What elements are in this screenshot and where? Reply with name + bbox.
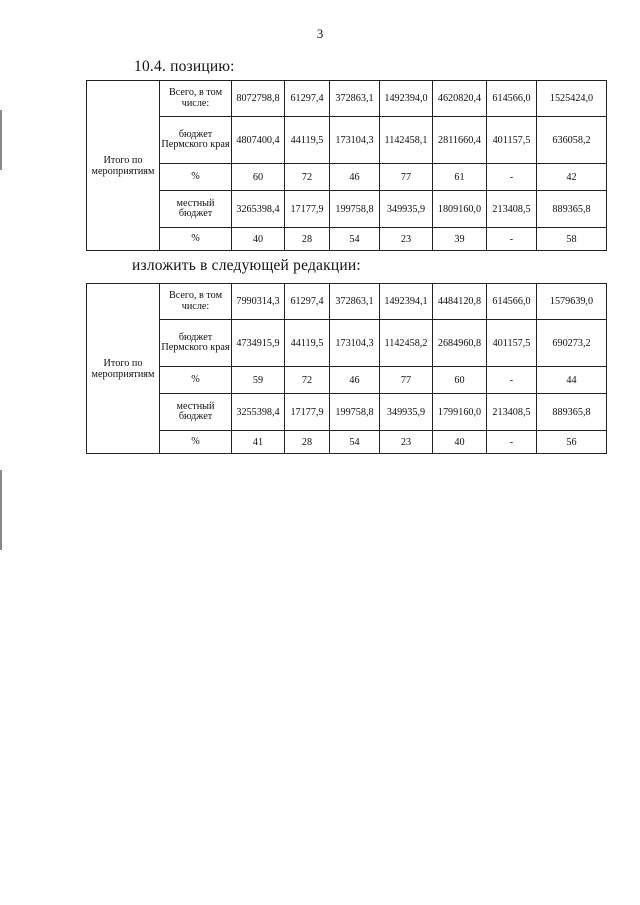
table-cell: 4807400,4 bbox=[232, 117, 285, 164]
table-row bbox=[87, 81, 607, 117]
table-cell: 372863,1 bbox=[330, 81, 380, 117]
table-cell: 213408,5 bbox=[487, 394, 537, 431]
row-label: бюджет Пермского края bbox=[160, 117, 232, 164]
table-row bbox=[87, 228, 607, 251]
table-cell: 60 bbox=[433, 367, 487, 394]
table-cell: 349935,9 bbox=[380, 394, 433, 431]
page-number: 3 bbox=[316, 26, 324, 41]
table-cell: 173104,3 bbox=[330, 117, 380, 164]
table-cell: 17177,9 bbox=[285, 394, 330, 431]
table-cell: 58 bbox=[537, 228, 607, 251]
table-cell: 199758,8 bbox=[330, 191, 380, 228]
table-cell: 56 bbox=[537, 431, 607, 454]
table-cell: 17177,9 bbox=[285, 191, 330, 228]
table-cell: 401157,5 bbox=[487, 320, 537, 367]
table-cell: 28 bbox=[285, 228, 330, 251]
table-cell: 44 bbox=[537, 367, 607, 394]
row-label: бюджет Пермского края bbox=[160, 320, 232, 367]
table-row bbox=[87, 320, 607, 367]
table-cell: 4734915,9 bbox=[232, 320, 285, 367]
table-cell: 213408,5 bbox=[487, 191, 537, 228]
table-cell: 4484120,8 bbox=[433, 284, 487, 320]
table-cell: 77 bbox=[380, 164, 433, 191]
table-cell: 46 bbox=[330, 367, 380, 394]
table-cell: 28 bbox=[285, 431, 330, 454]
table-cell: 61 bbox=[433, 164, 487, 191]
group-label: Итого по мероприятиям bbox=[91, 154, 155, 177]
table-cell: 60 bbox=[232, 164, 285, 191]
table-row bbox=[87, 367, 607, 394]
table-cell: 1579639,0 bbox=[537, 284, 607, 320]
table-cell: 401157,5 bbox=[487, 117, 537, 164]
scan-edge-mark bbox=[0, 110, 2, 170]
table-cell: 636058,2 bbox=[537, 117, 607, 164]
group-label-cell bbox=[87, 284, 160, 454]
row-label: местный бюджет bbox=[160, 191, 232, 228]
table-cell: 1142458,1 bbox=[380, 117, 433, 164]
table-cell: 61297,4 bbox=[285, 81, 330, 117]
table-cell: 690273,2 bbox=[537, 320, 607, 367]
table-cell: 72 bbox=[285, 367, 330, 394]
table-cell: 372863,1 bbox=[330, 284, 380, 320]
table-cell: 54 bbox=[330, 228, 380, 251]
table-row bbox=[87, 431, 607, 454]
table-cell: 42 bbox=[537, 164, 607, 191]
table-cell: 40 bbox=[232, 228, 285, 251]
table-cell: 41 bbox=[232, 431, 285, 454]
row-label: Всего, в том числе: bbox=[160, 284, 232, 320]
row-label: Всего, в том числе: bbox=[160, 81, 232, 117]
table-cell: 1492394,0 bbox=[380, 81, 433, 117]
table-cell: 1492394,1 bbox=[380, 284, 433, 320]
table-cell: 349935,9 bbox=[380, 191, 433, 228]
row-label: % bbox=[160, 228, 232, 251]
table-cell: 889365,8 bbox=[537, 191, 607, 228]
table-cell: 1525424,0 bbox=[537, 81, 607, 117]
table-cell: 2684960,8 bbox=[433, 320, 487, 367]
original-position-table bbox=[86, 80, 607, 251]
table-cell: 889365,8 bbox=[537, 394, 607, 431]
table-cell: 77 bbox=[380, 367, 433, 394]
table-cell: 1809160,0 bbox=[433, 191, 487, 228]
table-cell: 40 bbox=[433, 431, 487, 454]
table-cell: 4620820,4 bbox=[433, 81, 487, 117]
row-label: % bbox=[160, 164, 232, 191]
table-cell: 3255398,4 bbox=[232, 394, 285, 431]
table-cell: 1799160,0 bbox=[433, 394, 487, 431]
table-row bbox=[87, 117, 607, 164]
table-cell: 173104,3 bbox=[330, 320, 380, 367]
table-cell: 8072798,8 bbox=[232, 81, 285, 117]
table-row bbox=[87, 284, 607, 320]
table-cell: 23 bbox=[380, 228, 433, 251]
table-cell: 54 bbox=[330, 431, 380, 454]
table-row bbox=[87, 394, 607, 431]
table-cell: 23 bbox=[380, 431, 433, 454]
table-cell: 614566,0 bbox=[487, 81, 537, 117]
row-label: % bbox=[160, 431, 232, 454]
table-cell: 59 bbox=[232, 367, 285, 394]
table-cell: 614566,0 bbox=[487, 284, 537, 320]
table-cell: 199758,8 bbox=[330, 394, 380, 431]
group-label: Итого по мероприятиям bbox=[91, 357, 155, 380]
table-cell: 7990314,3 bbox=[232, 284, 285, 320]
table-cell: - bbox=[487, 431, 537, 454]
row-label: местный бюджет bbox=[160, 394, 232, 431]
section-heading-revised: изложить в следующей редакции: bbox=[132, 257, 361, 274]
table-cell: 44119,5 bbox=[285, 117, 330, 164]
table-cell: 39 bbox=[433, 228, 487, 251]
table-cell: 1142458,2 bbox=[380, 320, 433, 367]
section-heading-original: 10.4. позицию: bbox=[134, 58, 235, 75]
table-cell: - bbox=[487, 164, 537, 191]
table-cell: 72 bbox=[285, 164, 330, 191]
table-row bbox=[87, 191, 607, 228]
revised-position-table bbox=[86, 283, 607, 454]
table-cell: 44119,5 bbox=[285, 320, 330, 367]
row-label: % bbox=[160, 367, 232, 394]
table-cell: 2811660,4 bbox=[433, 117, 487, 164]
table-cell: 3265398,4 bbox=[232, 191, 285, 228]
table-cell: 61297,4 bbox=[285, 284, 330, 320]
table-row bbox=[87, 164, 607, 191]
table-cell: - bbox=[487, 367, 537, 394]
group-label-cell bbox=[87, 81, 160, 251]
table-cell: - bbox=[487, 228, 537, 251]
scan-edge-mark bbox=[0, 470, 2, 550]
table-cell: 46 bbox=[330, 164, 380, 191]
